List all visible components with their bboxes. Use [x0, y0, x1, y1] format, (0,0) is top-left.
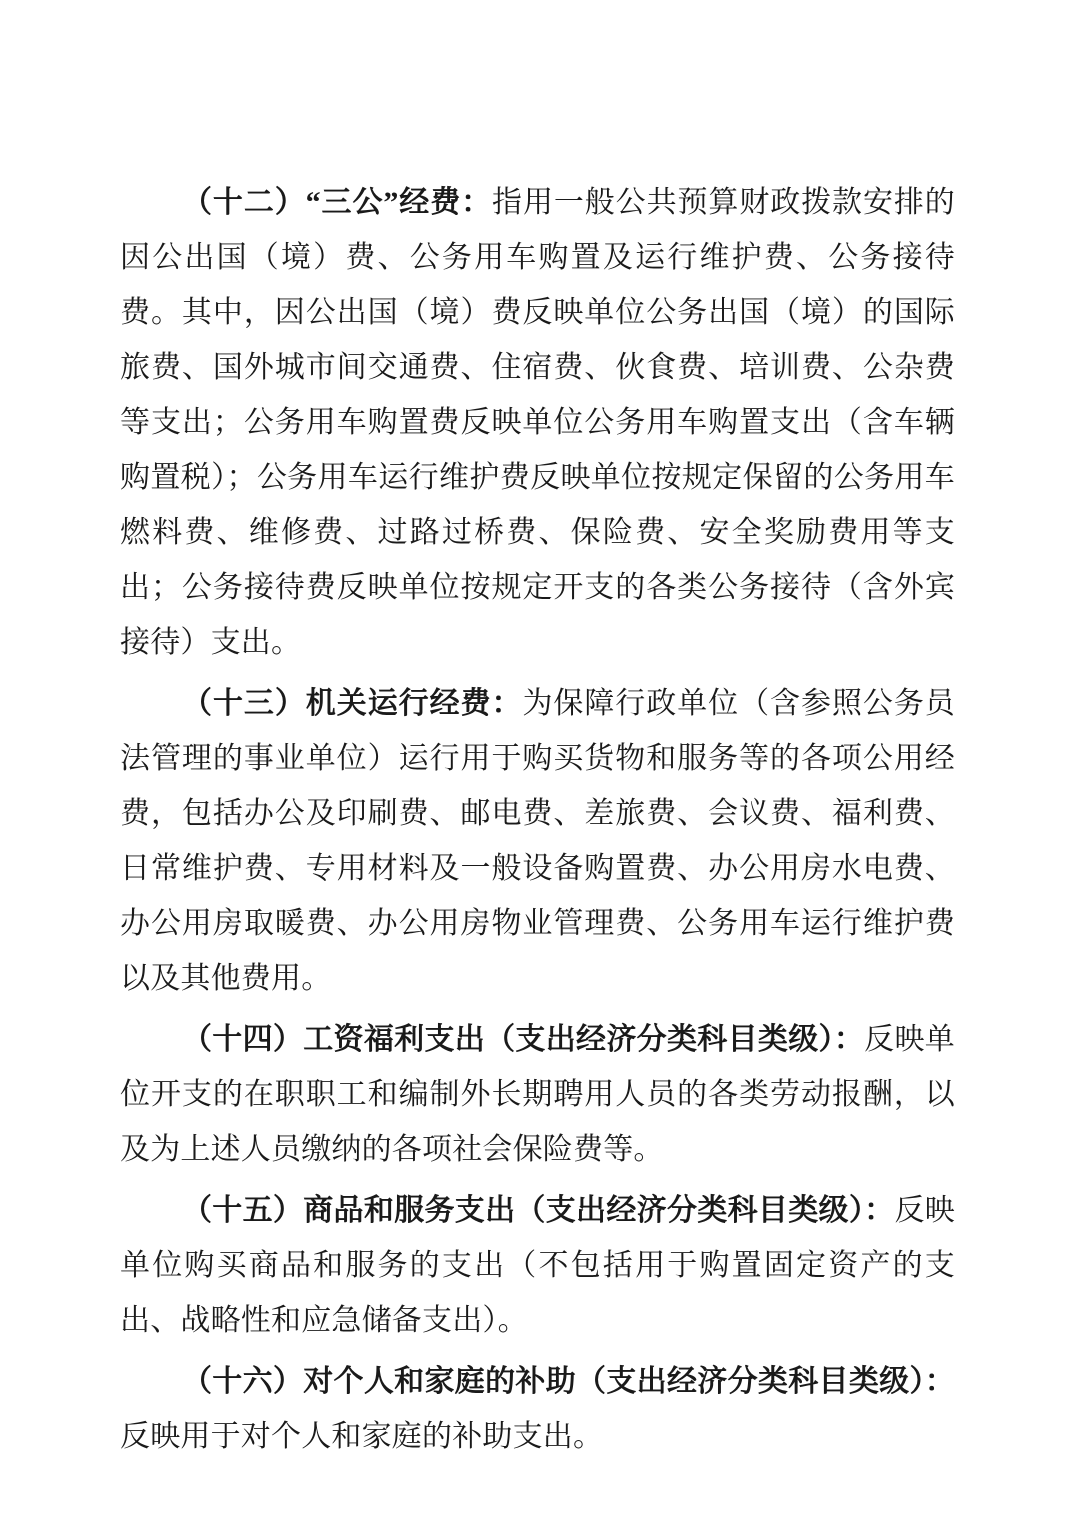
paragraph-text-item-12: 指用一般公共预算财政拨款安排的因公出国（境）费、公务用车购置及运行维护费、公务接待费。其中，因公出国（境）费反映单位公务出国（境）的国际旅费、国外城市间交通费、住宿费、伙食费、培训费、公杂费等支出；公务用车购置费反映单位公务用车购置支出（含车辆购置税）；公务用车运行维护费反映单位按规定保留的公务用车燃料费、维修费、过路过桥费、保险费、安全奖励费用等支出；公务接待费反映单位按规定开支的各类公务接待（含外宾接待）支出。 — [120, 186, 955, 659]
paragraph-item-12 — [120, 175, 955, 670]
paragraph-item-13 — [120, 676, 955, 1006]
document-body — [120, 175, 955, 1464]
paragraph-lead-item-13: （十三）机关运行经费： — [182, 687, 523, 720]
paragraph-item-16 — [120, 1354, 955, 1464]
paragraph-item-14 — [120, 1012, 955, 1177]
paragraph-text-item-14: 反映单位开支的在职职工和编制外长期聘用人员的各类劳动报酬，以及为上述人员缴纳的各项社会保险费等。 — [120, 1023, 955, 1166]
paragraph-lead-item-14: （十四）工资福利支出（支出经济分类科目类级）： — [182, 1023, 865, 1056]
paragraph-lead-item-15: （十五）商品和服务支出（支出经济分类科目类级）： — [182, 1194, 895, 1227]
paragraph-item-15 — [120, 1183, 955, 1348]
paragraph-lead-item-16: （十六）对个人和家庭的补助（支出经济分类科目类级）： — [182, 1365, 955, 1398]
paragraph-text-item-13: 为保障行政单位（含参照公务员法管理的事业单位）运行用于购买货物和服务等的各项公用经费，包括办公及印刷费、邮电费、差旅费、会议费、福利费、日常维护费、专用材料及一般设备购置费、办公用房水电费、办公用房取暖费、办公用房物业管理费、公务用车运行维护费以及其他费用。 — [120, 687, 955, 995]
paragraph-text-item-16: 反映用于对个人和家庭的补助支出。 — [120, 1420, 604, 1453]
paragraph-lead-item-12: （十二）“三公”经费： — [182, 186, 493, 219]
paragraph-text-item-15: 反映单位购买商品和服务的支出（不包括用于购置固定资产的支出、战略性和应急储备支出）。 — [120, 1194, 955, 1337]
